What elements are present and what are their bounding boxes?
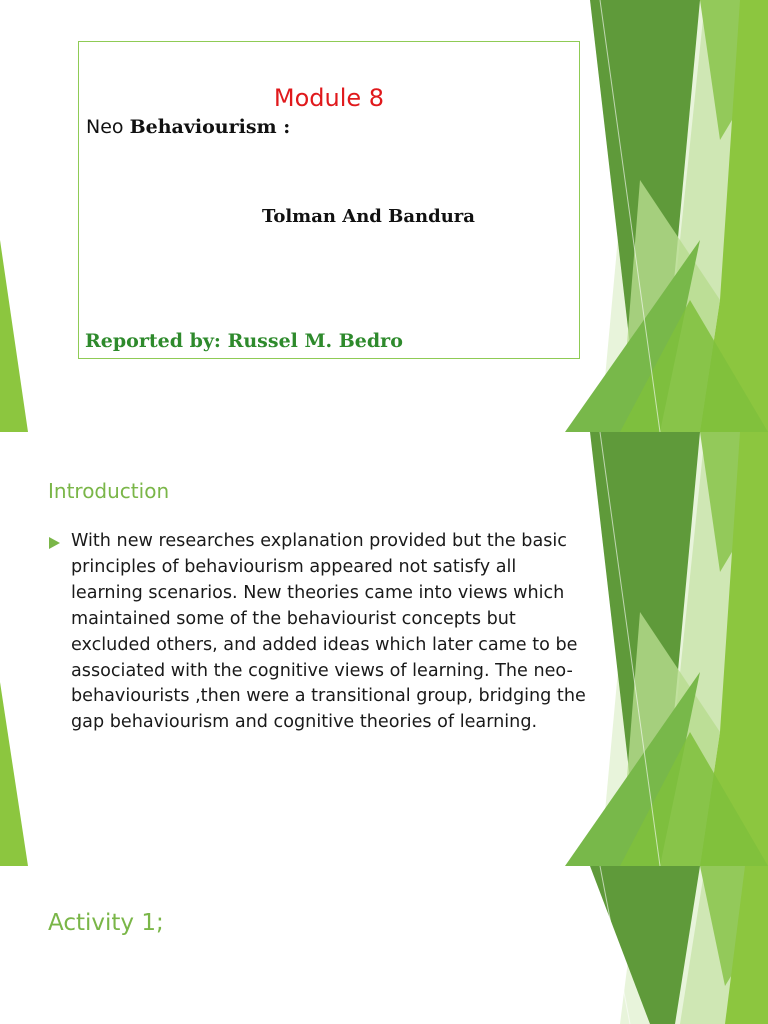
subtitle-bold: Behaviourism :: [129, 116, 291, 138]
introduction-bullet-text: With new researches explanation provided but the basic principles of behaviourism appeared not satisfy all learning scenarios. New theories came into views which maintained some of the behaviourist concepts but excluded others, and added ideas which later came to be associated with the cognitive views of learning. The neo-behaviourists ,then were a transitional group, bridging the gap behaviourism and cognitive theories of learning.: [71, 531, 586, 733]
theorist-names: Tolman And Bandura: [262, 206, 475, 227]
green-facet-decoration: [0, 866, 768, 1024]
activity-heading: Activity 1;: [48, 910, 164, 936]
introduction-heading: Introduction: [48, 479, 170, 503]
topic-subtitle: [86, 116, 290, 138]
title-box: [78, 41, 580, 359]
reporter-line: Reported by: Russel M. Bedro: [85, 330, 403, 352]
subtitle-prefix: Neo: [86, 116, 130, 138]
activity-slide: [0, 866, 768, 1024]
module-title: Module 8: [273, 84, 385, 112]
title-slide: [0, 0, 768, 432]
triangle-right-icon: [49, 537, 60, 549]
